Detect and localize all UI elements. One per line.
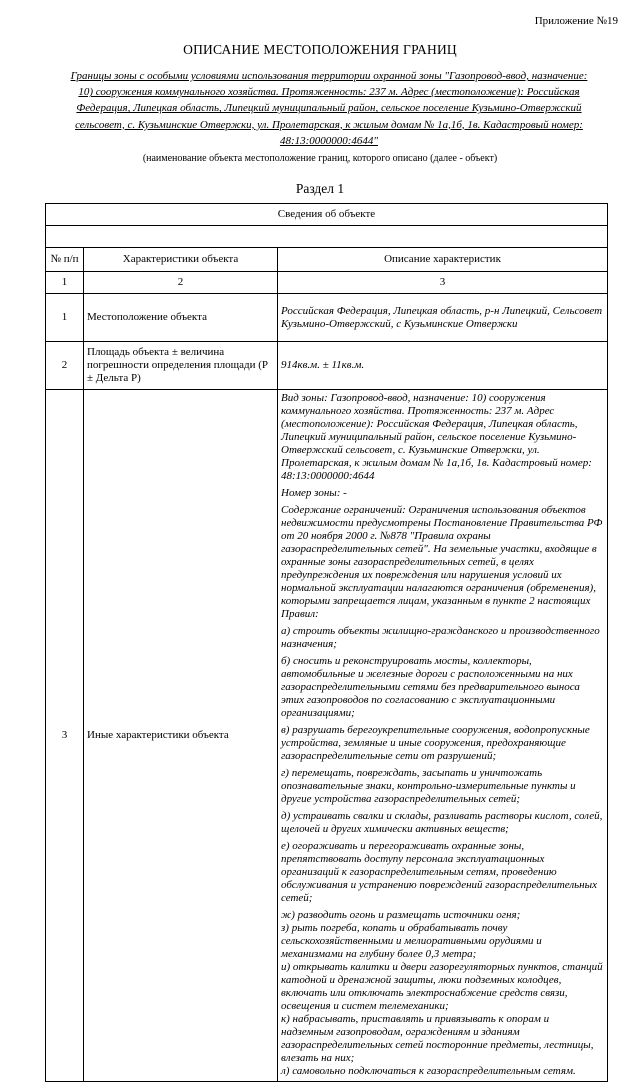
table-empty-row: [46, 226, 608, 248]
numbering-cell: 2: [84, 272, 278, 294]
row-num: 1: [46, 294, 84, 342]
row-other-characteristics: [278, 390, 608, 1082]
row-name: Иные характеристики объекта: [84, 390, 278, 1082]
appendix-number: Приложение №19: [534, 15, 618, 27]
zone-description: Границы зоны с особыми условиями использования территории охранной зоны "Газопровод-ввод, назначение: 10) сооружения коммунального хозяйства. Протяженность: 237 м. Адрес (местоположение): Российская Федерация, Липецкая область, Липецкий муниципальный район, сельское поселение Кузьмино-Отвержский сельсовет, с. Кузьминские Отвержки, ул. Пролетарская, к жилым домам № 1а,1б, 1в. Кадастровый номер: 48:13:0000000:4644": [70, 70, 588, 147]
characteristic-paragraph: г) перемещать, повреждать, засыпать и уничтожать опознавательные знаки, контрольно-измерительные пункты и другие устройства газораспределительных сетей;: [281, 767, 576, 805]
row-num: 3: [46, 390, 84, 1082]
object-info-table: [45, 203, 608, 1082]
characteristic-paragraph: д) устраивать свалки и склады, разливать растворы кислот, солей, щелочей и других химически активных веществ;: [281, 810, 603, 835]
characteristic-paragraph: Номер зоны: -: [281, 487, 347, 499]
table-caption: Сведения об объекте: [46, 204, 608, 226]
header-characteristic: Характеристики объекта: [84, 248, 278, 272]
characteristic-paragraph: Содержание ограничений: Ограничения использования объектов недвижимости предусмотрены Постановление Правительства РФ от 20 ноября 2000 г. №878 "Правила охраны газораспределительных сетей". На земельные участки, входящие в охранные зоны газораспределительных сетей, в целях предупреждения их повреждения или нарушения условий их нормальной эксплуатации налагаются ограничения (обременения), которыми запрещается лицам, указанным в пункте 2 настоящих Правил:: [281, 504, 603, 620]
document-title: ОПИСАНИЕ МЕСТОПОЛОЖЕНИЯ ГРАНИЦ: [183, 42, 457, 57]
characteristic-paragraph: к) набрасывать, приставлять и привязывать к опорам и надземным газопроводам, ограждениям и зданиям газораспределительных сетей посторонние предметы, лестницы, влезать на них;: [281, 1013, 594, 1064]
row-name: Площадь объекта ± величина погрешности определения площади (Р ± Дельта Р): [84, 342, 278, 390]
row-num: 2: [46, 342, 84, 390]
characteristic-paragraph: з) рыть погреба, копать и обрабатывать почву сельскохозяйственными и мелиоративными орудиями и механизмами на глубину более 0,3 метра;: [281, 922, 542, 960]
table-numbering-row: [46, 272, 608, 294]
characteristic-paragraph: л) самовольно подключаться к газораспределительным сетям.: [281, 1065, 576, 1077]
table-row: [46, 294, 608, 342]
characteristic-paragraph: и) открывать калитки и двери газорегуляторных пунктов, станций катодной и дренажной защиты, люки подземных колодцев, включать или отключать электроснабжение средств связи, освещения и систем телемеханики;: [281, 961, 603, 1012]
characteristic-paragraph: а) строить объекты жилищно-гражданского и производственного назначения;: [281, 625, 600, 650]
header-description: Описание характеристик: [278, 248, 608, 272]
table-caption-row: [46, 204, 608, 226]
header-num: № п/п: [46, 248, 84, 272]
row-value: 914кв.м. ± 11кв.м.: [278, 342, 608, 390]
characteristic-paragraph: в) разрушать берегоукрепительные сооружения, водопропускные устройства, земляные и иные сооружения, предохраняющие газораспределительные сети от разрушений;: [281, 724, 590, 762]
characteristic-paragraph: ж) разводить огонь и размещать источники огня;: [281, 909, 521, 921]
table-row: [46, 390, 608, 1082]
section-title: Раздел 1: [295, 181, 345, 196]
empty-cell: [46, 226, 608, 248]
table-header-row: [46, 248, 608, 272]
row-value: Российская Федерация, Липецкая область, р-н Липецкий, Сельсовет Кузьмино-Отвержский, с Кузьминские Отвержки: [278, 294, 608, 342]
table-row: [46, 342, 608, 390]
characteristic-paragraph: е) огораживать и перегораживать охранные зоны, препятствовать доступу персонала эксплуатационных организаций к газораспределительным сетям, проведению обслуживания и устранению повреждений газораспределительных сетей;: [281, 840, 597, 904]
characteristic-paragraph: б) сносить и реконструировать мосты, коллекторы, автомобильные и железные дороги с расположенными на них газораспределительными сетями без предварительного выноса этих газопроводов по согласованию с эксплуатационными организациями;: [281, 655, 580, 719]
characteristic-paragraph: Вид зоны: Газопровод-ввод, назначение: 10) сооружения коммунального хозяйства. Протяженность: 237 м. Адрес (местоположение): Российская Федерация, Липецкая область, Липецкий муниципальный район, сельское поселение Кузьмино-Отвержский сельсовет, с. Кузьминские Отвержки, ул. Пролетарская, к жилым домам № 1а,1б, 1в. Кадастровый номер: 48:13:0000000:4644: [281, 392, 592, 482]
row-name: Местоположение объекта: [84, 294, 278, 342]
numbering-cell: 1: [46, 272, 84, 294]
numbering-cell: 3: [278, 272, 608, 294]
zone-note: (наименование объекта местоположение границ, которого описано (далее - объект): [142, 153, 498, 164]
